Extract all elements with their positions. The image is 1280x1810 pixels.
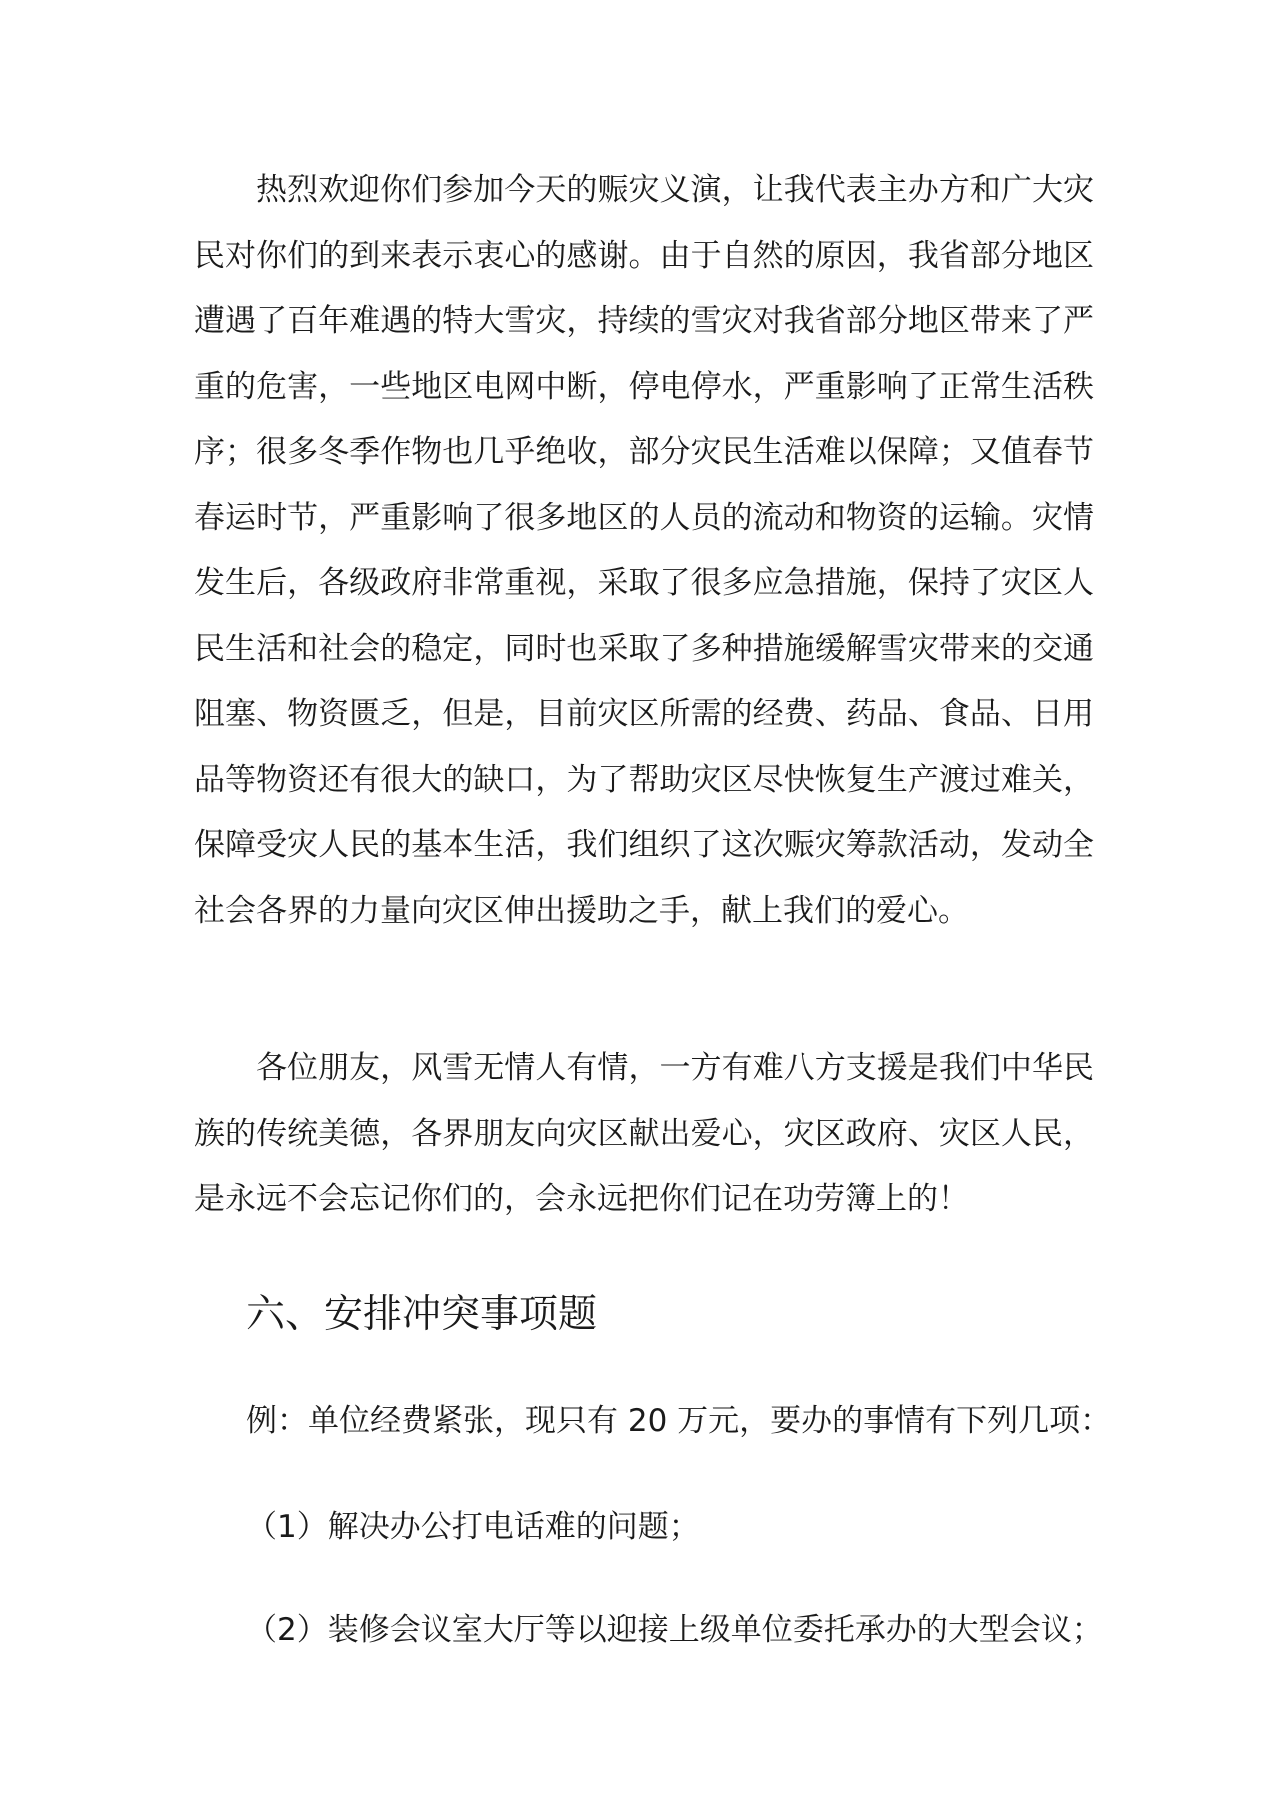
body-paragraph: 热烈欢迎你们参加今天的赈灾义演，让我代表主办方和广大灾民对你们的到来表示衷心的感谢。由于自然的原因，我省部分地区遭遇了百年难遇的特大雪灾，持续的雪灾对我省部分地区带来了严重的危害，一些地区电网中断，停电停水，严重影响了正常生活秩序；很多冬季作物也几乎绝收，部分灾民生活难以保障；又值春节春运时节，严重影响了很多地区的人员的流动和物资的运输。灾情发生后，各级政府非常重视，采取了很多应急措施，保持了灾区人民生活和社会的稳定，同时也采取了多种措施缓解雪灾带来的交通阻塞、物资匮乏，但是，目前灾区所需的经费、药品、食品、日用品等物资还有很大的缺口，为了帮助灾区尽快恢复生产渡过难关，保障受灾人民的基本生活，我们组织了这次赈灾筹款活动，发动全社会各界的力量向灾区伸出援助之手，献上我们的爱心。 xyxy=(194,172,1094,929)
section-heading: 六、安排冲突事项题 xyxy=(246,1292,598,1337)
example-text: 例：单位经费紧张，现只有 20 万元，要办的事情有下列几项： xyxy=(246,1403,1112,1439)
list-item: （1）解决办公打电话难的问题； xyxy=(246,1509,700,1545)
list-item: （2）装修会议室大厅等以迎接上级单位委托承办的大型会议； xyxy=(246,1612,1103,1648)
body-paragraph: 各位朋友，风雪无情人有情，一方有难八方支援是我们中华民族的传统美德，各界朋友向灾区献出爱心，灾区政府、灾区人民，是永远不会忘记你们的，会永远把你们记在功劳簿上的！ xyxy=(194,1050,1094,1217)
